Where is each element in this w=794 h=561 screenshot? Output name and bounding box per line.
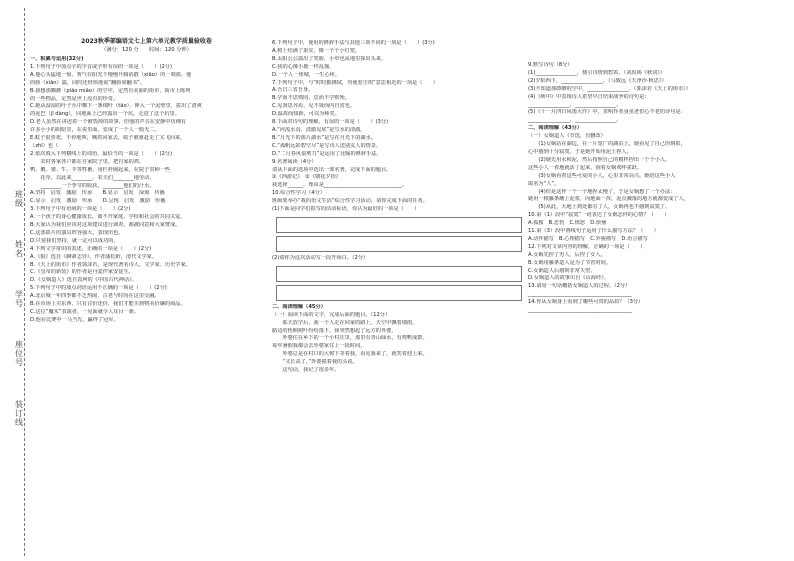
column1-line: C.显示 启发 激励 传承 D.呈现 启发 激励 传播 — [30, 198, 166, 205]
column1-line: D.老人虽然在讲述着一个被毁掉的故事，但他的声音在安静中仿佛有 — [30, 119, 187, 126]
column1-line: A.坚持 启发 激励 传承 B.显示 启发 深刻 传播 — [30, 190, 165, 197]
column3-line: (2)她先用水和泥，然后按照自己的模样捏出一个个小人， — [528, 156, 671, 163]
column3-line: 9.默写诗句（8分） — [528, 62, 573, 68]
column2-line: D.温故而知新，可以为师矣。 — [272, 111, 340, 118]
column1-line: 3.下列句子中有语病的一项是（ ）(2分) — [30, 206, 131, 213]
column2-line: 9.名著阅读（4分） — [272, 158, 317, 165]
column-left — [30, 56, 263, 556]
column2-line: C.“孤帆远影碧空尽”是写诗人送别友人的情景。 — [272, 142, 382, 149]
column3-line: B.女娲用藤条造人是为了节省时间。 — [528, 259, 612, 266]
column2-line: 二、阅读理解（45分） — [272, 303, 326, 310]
column3-line: ________________________________________ — [528, 291, 632, 298]
column3-line: (4)但是这样一个一个地捏太慢了，于是女娲想了一个办法： — [528, 188, 676, 195]
column2-line: 这句话，我记了很多年。 — [272, 367, 340, 374]
column1-line: C.她从湿湿的叶子丛中飘下一条细叶（tāo），伸入一个泥壁里，拔出了清爽 — [30, 103, 202, 110]
column1-line: A.一个孩子的身心健康成长，离不开家庭、学校和社会的共同关爱。 — [30, 214, 186, 221]
column3-line: 她用一根藤条蘸上泥浆，向地面一挥，泥点溅落的地方就都变成了人。 — [528, 196, 689, 203]
column2-line: C.见贤思齐焉，见不贤而内自省也。 — [272, 103, 356, 110]
column1-line: 花草，以此来________。农夫们________地劳动， — [30, 174, 155, 181]
column3-line: 11.第（3）段中画线句子运用了什么描写方法？（ ） — [528, 228, 659, 235]
column3-line: (1)________________，便引诗情到碧霄。（刘禹锡《秋词》） — [528, 69, 666, 76]
column2-line: “又长高了，”外婆摸着我的头说。 — [272, 359, 358, 366]
column2-line: C.我的心像小鹿一样乱撞。 — [272, 63, 335, 70]
column3-line: 14.你从女娲身上看到了哪些可贵的品质？（3分） — [528, 299, 644, 306]
column1-line: B.大家认为我们应该对这项建议进行调查，都被同意和大家赞成。 — [30, 222, 181, 229]
column2-line: 10.综合性学习（4分） — [272, 190, 326, 197]
column1-line: 5.下列句子中的加点词语运用不正确的一项是（ ）(2分) — [30, 285, 167, 292]
column1-line: 许多小小的阴暗里，在说里面，变成了一个人一般无二。 — [30, 127, 160, 134]
column2-line: B.“月光下的那片湖水”是写在月光下的湖水。 — [272, 134, 376, 141]
column1-line: A.《狼》选自《聊斋志异》，作者蒲松龄，清代文学家。 — [30, 253, 158, 260]
column2-line: 6.下列句子中，使用的修辞手法与其他三项不同的一项是（ ）(3分) — [272, 40, 435, 46]
column1-line: D.《女娲造人》选自袁珂的《中国古代神话》。 — [30, 277, 137, 284]
column3-line: A.女娲先捏了男人，后捏了女人。 — [528, 251, 606, 258]
column2-line: 7.下列句子中，与“时时勤拂拭，勿使惹尘埃”意思相近的一项是（ ） — [272, 79, 438, 86]
column1-line: B.我想那飘渺（piāo miǎo）的空中，定然有美丽的街市，街市上陈列 — [30, 87, 191, 94]
binding-line — [24, 8, 25, 556]
column1-line: C.这位“魔术”表演者，一见面就令人耳目一新。 — [30, 309, 140, 315]
column3-line: ________________________________________ — [528, 307, 632, 314]
column3-line: (3)女娲看着这些可爱的小人，心里非常高兴，她给这些小人 — [528, 172, 676, 179]
margin-label-name: 姓名 — [15, 240, 23, 258]
column2-line: B.太阳公公露出了笑脸，小草也从地里探出头来。 — [272, 55, 387, 62]
paper-title: 2023秋季部编语文七上第六单元教学质量验收卷 — [81, 38, 212, 45]
column3-line: ________________，________________。 — [528, 101, 622, 108]
column3-line: 10.第（1）段中“寂寞”一词表达了女娲怎样的心情？（ ） — [528, 212, 670, 219]
column3-line: 二、阅读理解（43分） — [528, 125, 582, 132]
column3-line: (3)不知道那缥缈的空中，________________。（郭沫若《天上的街市》） — [528, 85, 691, 92]
column3-line: （一）女娲造人（节选，有删改） — [528, 133, 606, 140]
column1-line: C.这部影片的演员阵容强大，表现出色。 — [30, 229, 124, 236]
column2-line: 请从下面的选项中选出一部名著，完成下面的题目。 — [272, 166, 392, 173]
column1-line: 1.下列句子中加点字的字音或字形有误的一项是（ ）(2分) — [30, 63, 172, 70]
column1-line: 的一些物品，定然是世上没有的珍奇。 — [30, 95, 119, 102]
binding-margin — [0, 0, 30, 561]
column2-line — [276, 236, 522, 252]
column2-line: D.“二月春风似剪刀”是运用了比喻的修辞手法。 — [272, 150, 382, 157]
column1-line: C.《皇帝的新装》的作者是丹麦作家安徒生。 — [30, 269, 134, 276]
column3-line: 心中感到十分寂寞，于是她开始用泥土捏人。 — [528, 148, 632, 155]
column3-line: D.女娲造人的故事出自《山海经》。 — [528, 275, 609, 282]
margin-label-binding: 装订线 — [15, 400, 23, 427]
margin-label-number: 学号 — [15, 290, 23, 308]
column1-line: （zhǐ）也（ ） — [30, 142, 74, 149]
paper-subtitle: （满分：120 分 时间：120 分钟） — [101, 47, 192, 53]
column3-line: 13.请用一句话概括女娲造人的过程。（2分） — [528, 283, 631, 290]
column2-line: 路边的梧桐树叶纷纷落下，我突然想起了远方的外婆。 — [272, 327, 397, 334]
column1-line: D.他在比赛中一马当先，赢得了冠军。 — [30, 316, 119, 323]
column2-line: （一）阅读下面的文字，完成后面的题目。（12分） — [272, 311, 391, 318]
column2-line: 班级要举办“我的语文生活”综合性学习活动，请你完成下面的任务。 — [272, 198, 428, 205]
column2-line: A.“河流水沟，清澈见底”是写水的清澈。 — [272, 126, 366, 133]
column3-line: ________________，________________。 — [528, 117, 622, 124]
margin-label-seat: 座位号 — [15, 340, 23, 367]
column1-line: A.他心头猛地一惊，雾气在阳光下慢慢升腾消散（xiāo）的一刹那，他 — [30, 71, 192, 78]
column2-line: B.学而不思则罔，思而不学则殆。 — [272, 95, 350, 102]
column2-line: 我选择______，理由是______________________________。 — [272, 182, 407, 189]
column3-line: (5)《十一月四日风雨大作》中，表明作者身虽老但心不老的诗句是： — [528, 109, 686, 116]
column1-line: D.只要我们坚持，就一定可以成功的。 — [30, 237, 119, 244]
column1-line: E.蚊子很喜欢，不停地叫，喊着回家去，蚊子被驱赶走了又飞回来， — [30, 135, 186, 142]
column2-line: (2)请你为这次活动写一段开场白。（2分） — [272, 254, 369, 261]
column1-line: ________一个季节的收获，________他们的汗水。 — [30, 182, 155, 189]
column2-line: 外婆总是在村口的大树下等着我，看见我来了，就笑着迎上来。 — [272, 351, 428, 358]
column-middle — [272, 40, 522, 556]
column1-line: 4.下列文学常识的表述，正确的一项是（ ）(2分) — [30, 245, 152, 252]
column2-line: D.一个人一座城，一生心疼。 — [272, 71, 340, 78]
column1-line: 的脸（xiǎn）露，同时还轻快地说“翻脸如翻书”。 — [30, 79, 145, 86]
column3-line: C.女娲造人后感到非常失望。 — [528, 267, 596, 274]
column2-line — [276, 285, 522, 301]
column2-line: ①《西游记》 ②《朝花夕拾》 — [272, 174, 341, 181]
column3-line: (2)夕阳西下，________________。（马致远《天净沙·秋思》） — [528, 77, 667, 84]
margin-label-class: 班级 — [15, 190, 23, 208]
column3-line: A.动作描写 B.心理描写 C.外貌描写 D.语言描写 — [528, 235, 648, 242]
column2-line: A.吾日三省吾身。 — [272, 87, 314, 94]
column1-line: A.北京城一年四季都不乏热闹，古老与时尚在这里交融。 — [30, 293, 160, 300]
column3-line: (5)从此，大地上到处都有了人，女娲再也不感到寂寞了。 — [528, 204, 671, 211]
column1-line: 2.依次填入下列横线上的词语，最恰当的一项是（ ）(2分) — [30, 150, 172, 157]
column2-line: A.树上结满了果实，像一个个小灯笼。 — [272, 47, 361, 54]
column3-line: (1)女娲站在湖边，在一片宽广的湖泊上，她看见了自己的倒影， — [528, 141, 686, 148]
column1-line: B.在市场上买东西，只有讨价还价，我们才能买到物美价廉的商品。 — [30, 301, 186, 308]
column-right — [528, 62, 788, 556]
column3-line: (4)《峡中》中表现诗人希望早日结束战争的诗句是： — [528, 93, 650, 100]
column2-line: 8.下面对诗句的理解，有误的一项是（ ）(3分) — [272, 119, 389, 126]
column3-line: 取名为“人”。 — [528, 180, 560, 187]
column1-line: 农村各家各户都在自家院子里，把自家的鸡、 — [30, 158, 145, 165]
column2-line — [276, 266, 522, 282]
column2-line: (1)下面是同学们拟写的活动标语，你认为最好的一项是（ ） — [272, 206, 420, 213]
column1-line: 的泥巴（jī dàng），同地面上已经露出一个坑，走进了这个坑里。 — [30, 111, 180, 118]
column2-line: 那天放学后，我一个人走在回家的路上，天空中飘着细雨， — [272, 319, 418, 326]
column2-line: 外婆住在乡下的一个小村庄里，那里有青山绿水，有鸡鸭成群。 — [272, 335, 428, 342]
column1-line: B.《天上的街市》作者郭沫若，是现代著名诗人、文学家、历史学家。 — [30, 261, 191, 268]
column3-line: 这些小人一着地就活了起来，围着女娲欢呼雀跃。 — [528, 164, 643, 171]
column3-line: A.孤独 B.悲伤 C.愤怒 D.烦恼 — [528, 220, 607, 227]
column3-line: 12.下列对文章内容的理解，正确的一项是（ ） — [528, 243, 646, 250]
column2-line: 每年暑假我都会去外婆家住上一段时间。 — [272, 343, 366, 350]
column1-line: 鸭、鹅、猪、牛、羊等牲畜，用栏杆圈起来，在院子里种一些 — [30, 166, 171, 173]
column1-line: 一、积累与运用(32分) — [30, 56, 84, 62]
column2-line — [276, 217, 522, 233]
